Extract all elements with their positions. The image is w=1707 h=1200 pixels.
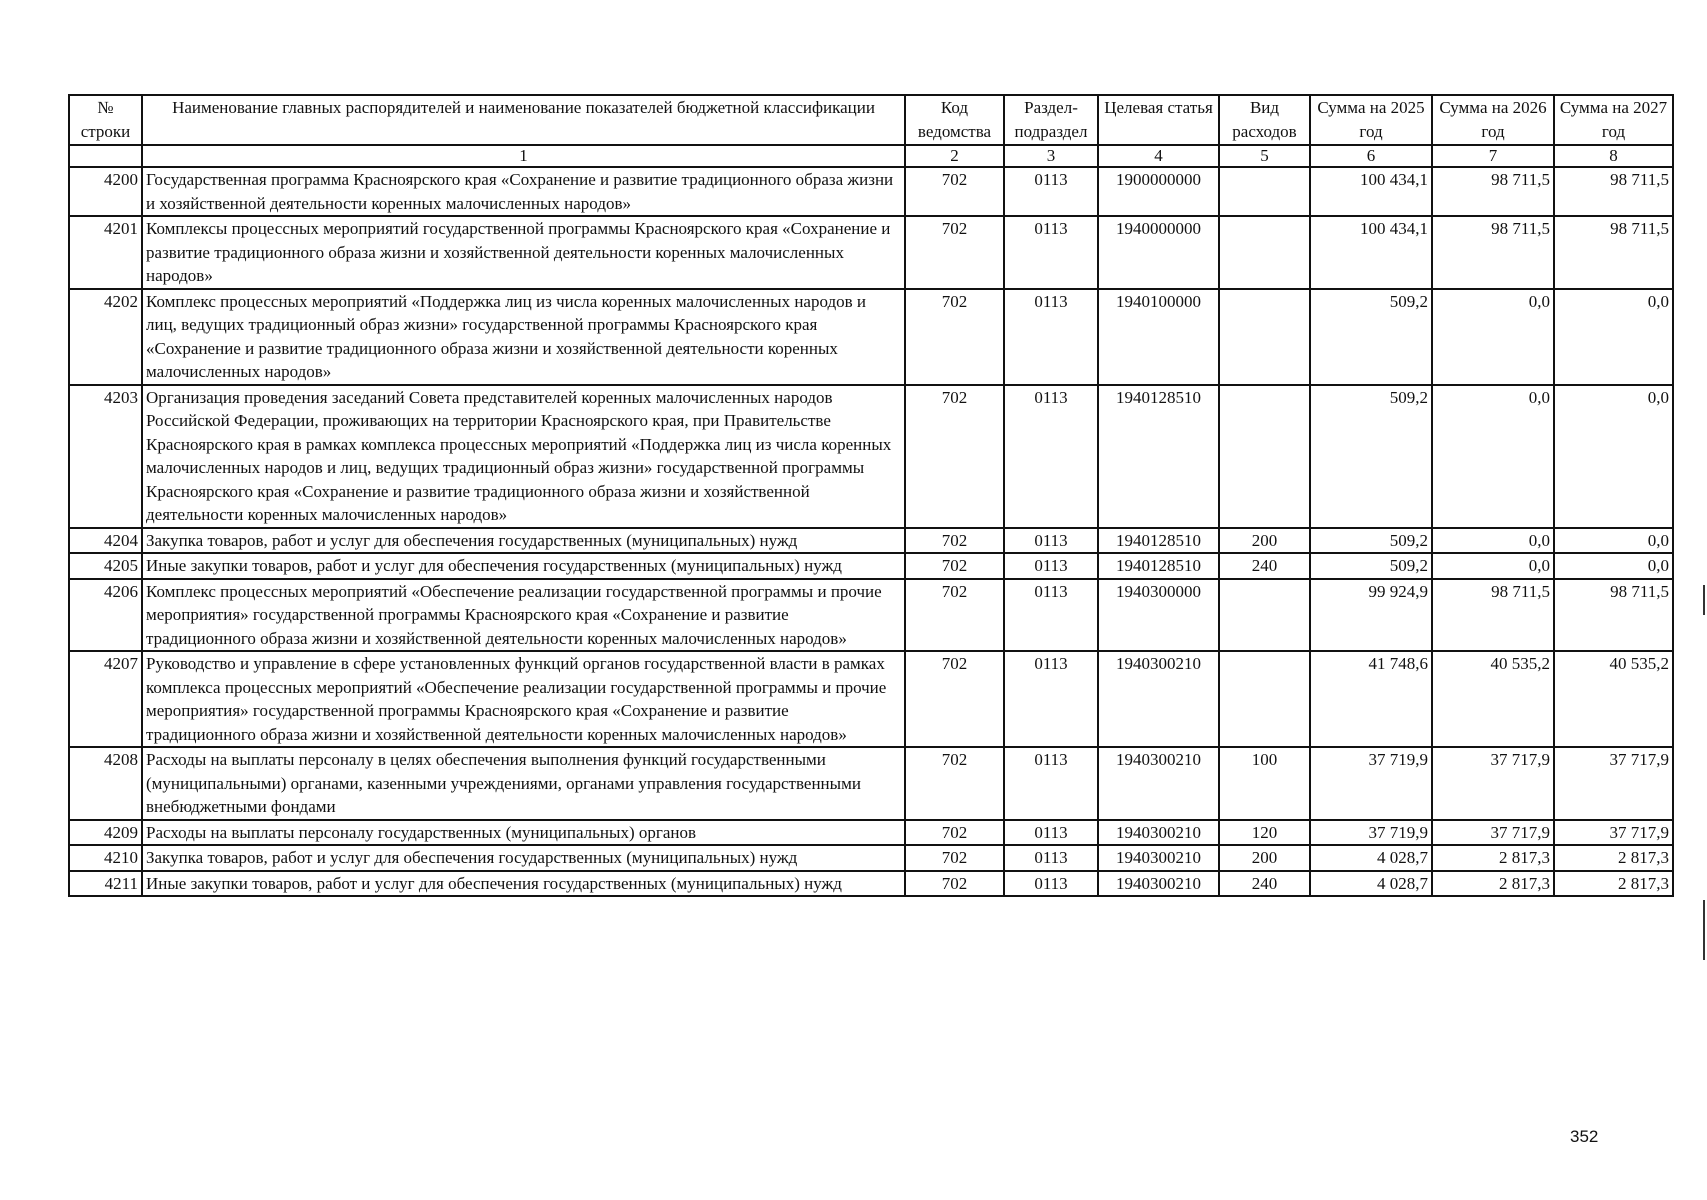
row-expense-type [1219, 289, 1310, 385]
row-sum-2027: 37 717,9 [1554, 747, 1673, 820]
row-sum-2025: 37 719,9 [1310, 747, 1432, 820]
row-name: Комплекс процессных мероприятий «Обеспечение реализации государственной программы и прочие мероприятия» государственной программы Красноярского края «Сохранение и развитие традиционного образа жизни и хозяйственной деятельности коренных малочисленных народов» [142, 579, 905, 652]
header-section: Раздел-подраздел [1004, 95, 1098, 145]
row-dept-code: 702 [905, 167, 1004, 216]
row-dept-code: 702 [905, 747, 1004, 820]
row-expense-type [1219, 579, 1310, 652]
column-number: 8 [1554, 145, 1673, 167]
row-target: 1940000000 [1098, 216, 1219, 289]
table-row [69, 747, 1673, 820]
column-number: 4 [1098, 145, 1219, 167]
row-dept-code: 702 [905, 528, 1004, 554]
row-dept-code: 702 [905, 216, 1004, 289]
row-section: 0113 [1004, 553, 1098, 579]
row-dept-code: 702 [905, 651, 1004, 747]
header-sum-2025: Сумма на 2025 год [1310, 95, 1432, 145]
row-sum-2027: 40 535,2 [1554, 651, 1673, 747]
table-row [69, 167, 1673, 216]
row-sum-2027: 0,0 [1554, 385, 1673, 528]
row-expense-type: 200 [1219, 845, 1310, 871]
header-dept-code: Код ведомства [905, 95, 1004, 145]
row-sum-2025: 4 028,7 [1310, 871, 1432, 897]
scan-artifact [1703, 900, 1705, 960]
row-sum-2026: 0,0 [1432, 385, 1554, 528]
row-sum-2027: 2 817,3 [1554, 845, 1673, 871]
row-sum-2027: 98 711,5 [1554, 579, 1673, 652]
row-sum-2026: 98 711,5 [1432, 216, 1554, 289]
row-target: 1940128510 [1098, 553, 1219, 579]
row-name: Закупка товаров, работ и услуг для обеспечения государственных (муниципальных) нужд [142, 528, 905, 554]
column-number-row [69, 145, 1673, 167]
row-number: 4205 [69, 553, 142, 579]
row-sum-2026: 40 535,2 [1432, 651, 1554, 747]
row-name: Организация проведения заседаний Совета представителей коренных малочисленных народов Российской Федерации, проживающих на территории Красноярского края, при Правительстве Красноярского края в рамках комплекса процессных мероприятий «Поддержка лиц из числа коренных малочисленных народов и лиц, ведущих традиционный образ жизни» государственной программы Красноярского края «Сохранение и развитие традиционного образа жизни и хозяйственной деятельности коренных малочисленных народов» [142, 385, 905, 528]
row-dept-code: 702 [905, 871, 1004, 897]
row-sum-2026: 0,0 [1432, 289, 1554, 385]
table-row [69, 289, 1673, 385]
row-expense-type [1219, 385, 1310, 528]
row-number: 4204 [69, 528, 142, 554]
row-name: Руководство и управление в сфере установленных функций органов государственной власти в рамках комплекса процессных мероприятий «Обеспечение реализации государственной программы и прочие мероприятия» государственной программы Красноярского края «Сохранение и развитие традиционного образа жизни и хозяйственной деятельности коренных малочисленных народов» [142, 651, 905, 747]
table-row [69, 553, 1673, 579]
row-section: 0113 [1004, 579, 1098, 652]
row-expense-type [1219, 651, 1310, 747]
row-target: 1940128510 [1098, 528, 1219, 554]
column-number [69, 145, 142, 167]
row-sum-2025: 100 434,1 [1310, 167, 1432, 216]
row-expense-type [1219, 167, 1310, 216]
row-target: 1940300210 [1098, 845, 1219, 871]
row-sum-2027: 98 711,5 [1554, 167, 1673, 216]
row-sum-2027: 98 711,5 [1554, 216, 1673, 289]
header-name: Наименование главных распорядителей и наименование показателей бюджетной классификации [142, 95, 905, 145]
row-name: Комплекс процессных мероприятий «Поддержка лиц из числа коренных малочисленных народов и лиц, ведущих традиционный образ жизни» государственной программы Красноярского края «Сохранение и развитие традиционного образа жизни и хозяйственной деятельности коренных малочисленных народов» [142, 289, 905, 385]
row-sum-2027: 2 817,3 [1554, 871, 1673, 897]
header-sum-2027: Сумма на 2027 год [1554, 95, 1673, 145]
row-number: 4209 [69, 820, 142, 846]
row-sum-2025: 509,2 [1310, 528, 1432, 554]
row-sum-2026: 0,0 [1432, 528, 1554, 554]
row-expense-type: 100 [1219, 747, 1310, 820]
row-number: 4211 [69, 871, 142, 897]
row-dept-code: 702 [905, 289, 1004, 385]
table-row [69, 528, 1673, 554]
header-row [69, 95, 1673, 145]
row-name: Расходы на выплаты персоналу государственных (муниципальных) органов [142, 820, 905, 846]
column-number: 6 [1310, 145, 1432, 167]
column-number: 1 [142, 145, 905, 167]
row-section: 0113 [1004, 845, 1098, 871]
row-number: 4200 [69, 167, 142, 216]
row-sum-2027: 37 717,9 [1554, 820, 1673, 846]
row-number: 4208 [69, 747, 142, 820]
row-sum-2025: 4 028,7 [1310, 845, 1432, 871]
page-number: 352 [1570, 1127, 1599, 1146]
row-number: 4207 [69, 651, 142, 747]
row-sum-2026: 98 711,5 [1432, 167, 1554, 216]
row-name: Иные закупки товаров, работ и услуг для обеспечения государственных (муниципальных) нужд [142, 871, 905, 897]
row-sum-2025: 509,2 [1310, 385, 1432, 528]
row-sum-2026: 2 817,3 [1432, 871, 1554, 897]
table-row [69, 216, 1673, 289]
scan-artifact [1703, 585, 1705, 615]
row-name: Иные закупки товаров, работ и услуг для обеспечения государственных (муниципальных) нужд [142, 553, 905, 579]
row-dept-code: 702 [905, 579, 1004, 652]
row-section: 0113 [1004, 651, 1098, 747]
row-sum-2025: 509,2 [1310, 289, 1432, 385]
header-row-no: № строки [69, 95, 142, 145]
row-sum-2026: 2 817,3 [1432, 845, 1554, 871]
row-section: 0113 [1004, 216, 1098, 289]
table-row [69, 385, 1673, 528]
row-expense-type: 200 [1219, 528, 1310, 554]
row-dept-code: 702 [905, 845, 1004, 871]
column-number: 2 [905, 145, 1004, 167]
row-sum-2027: 0,0 [1554, 289, 1673, 385]
table-row [69, 845, 1673, 871]
row-target: 1900000000 [1098, 167, 1219, 216]
column-number: 7 [1432, 145, 1554, 167]
table-row [69, 820, 1673, 846]
header-sum-2026: Сумма на 2026 год [1432, 95, 1554, 145]
row-target: 1940300000 [1098, 579, 1219, 652]
row-section: 0113 [1004, 289, 1098, 385]
row-section: 0113 [1004, 528, 1098, 554]
row-dept-code: 702 [905, 385, 1004, 528]
row-number: 4202 [69, 289, 142, 385]
row-expense-type: 240 [1219, 553, 1310, 579]
row-name: Закупка товаров, работ и услуг для обеспечения государственных (муниципальных) нужд [142, 845, 905, 871]
row-number: 4201 [69, 216, 142, 289]
row-number: 4206 [69, 579, 142, 652]
row-sum-2025: 41 748,6 [1310, 651, 1432, 747]
table-row [69, 651, 1673, 747]
row-sum-2025: 509,2 [1310, 553, 1432, 579]
row-name: Комплексы процессных мероприятий государственной программы Красноярского края «Сохранение и развитие традиционного образа жизни и хозяйственной деятельности коренных малочисленных народов» [142, 216, 905, 289]
row-sum-2026: 0,0 [1432, 553, 1554, 579]
row-expense-type [1219, 216, 1310, 289]
table-row [69, 871, 1673, 897]
row-sum-2026: 37 717,9 [1432, 747, 1554, 820]
row-section: 0113 [1004, 747, 1098, 820]
row-target: 1940300210 [1098, 820, 1219, 846]
row-sum-2026: 98 711,5 [1432, 579, 1554, 652]
row-sum-2026: 37 717,9 [1432, 820, 1554, 846]
row-expense-type: 120 [1219, 820, 1310, 846]
row-sum-2025: 100 434,1 [1310, 216, 1432, 289]
row-expense-type: 240 [1219, 871, 1310, 897]
table-body [69, 167, 1673, 896]
row-target: 1940300210 [1098, 871, 1219, 897]
column-number: 3 [1004, 145, 1098, 167]
row-name: Государственная программа Красноярского края «Сохранение и развитие традиционного образа жизни и хозяйственной деятельности коренных малочисленных народов» [142, 167, 905, 216]
row-sum-2025: 37 719,9 [1310, 820, 1432, 846]
row-dept-code: 702 [905, 553, 1004, 579]
header-expense-type: Вид расходов [1219, 95, 1310, 145]
row-target: 1940300210 [1098, 747, 1219, 820]
table-row [69, 579, 1673, 652]
row-sum-2027: 0,0 [1554, 528, 1673, 554]
row-number: 4210 [69, 845, 142, 871]
row-sum-2027: 0,0 [1554, 553, 1673, 579]
row-number: 4203 [69, 385, 142, 528]
header-target: Целевая статья [1098, 95, 1219, 145]
row-name: Расходы на выплаты персоналу в целях обеспечения выполнения функций государственными (муниципальными) органами, казенными учреждениями, органами управления государственными внебюджетными фондами [142, 747, 905, 820]
row-target: 1940100000 [1098, 289, 1219, 385]
row-section: 0113 [1004, 167, 1098, 216]
column-number: 5 [1219, 145, 1310, 167]
row-target: 1940300210 [1098, 651, 1219, 747]
row-dept-code: 702 [905, 820, 1004, 846]
row-section: 0113 [1004, 385, 1098, 528]
row-target: 1940128510 [1098, 385, 1219, 528]
budget-table [68, 94, 1674, 897]
row-sum-2025: 99 924,9 [1310, 579, 1432, 652]
row-section: 0113 [1004, 820, 1098, 846]
row-section: 0113 [1004, 871, 1098, 897]
